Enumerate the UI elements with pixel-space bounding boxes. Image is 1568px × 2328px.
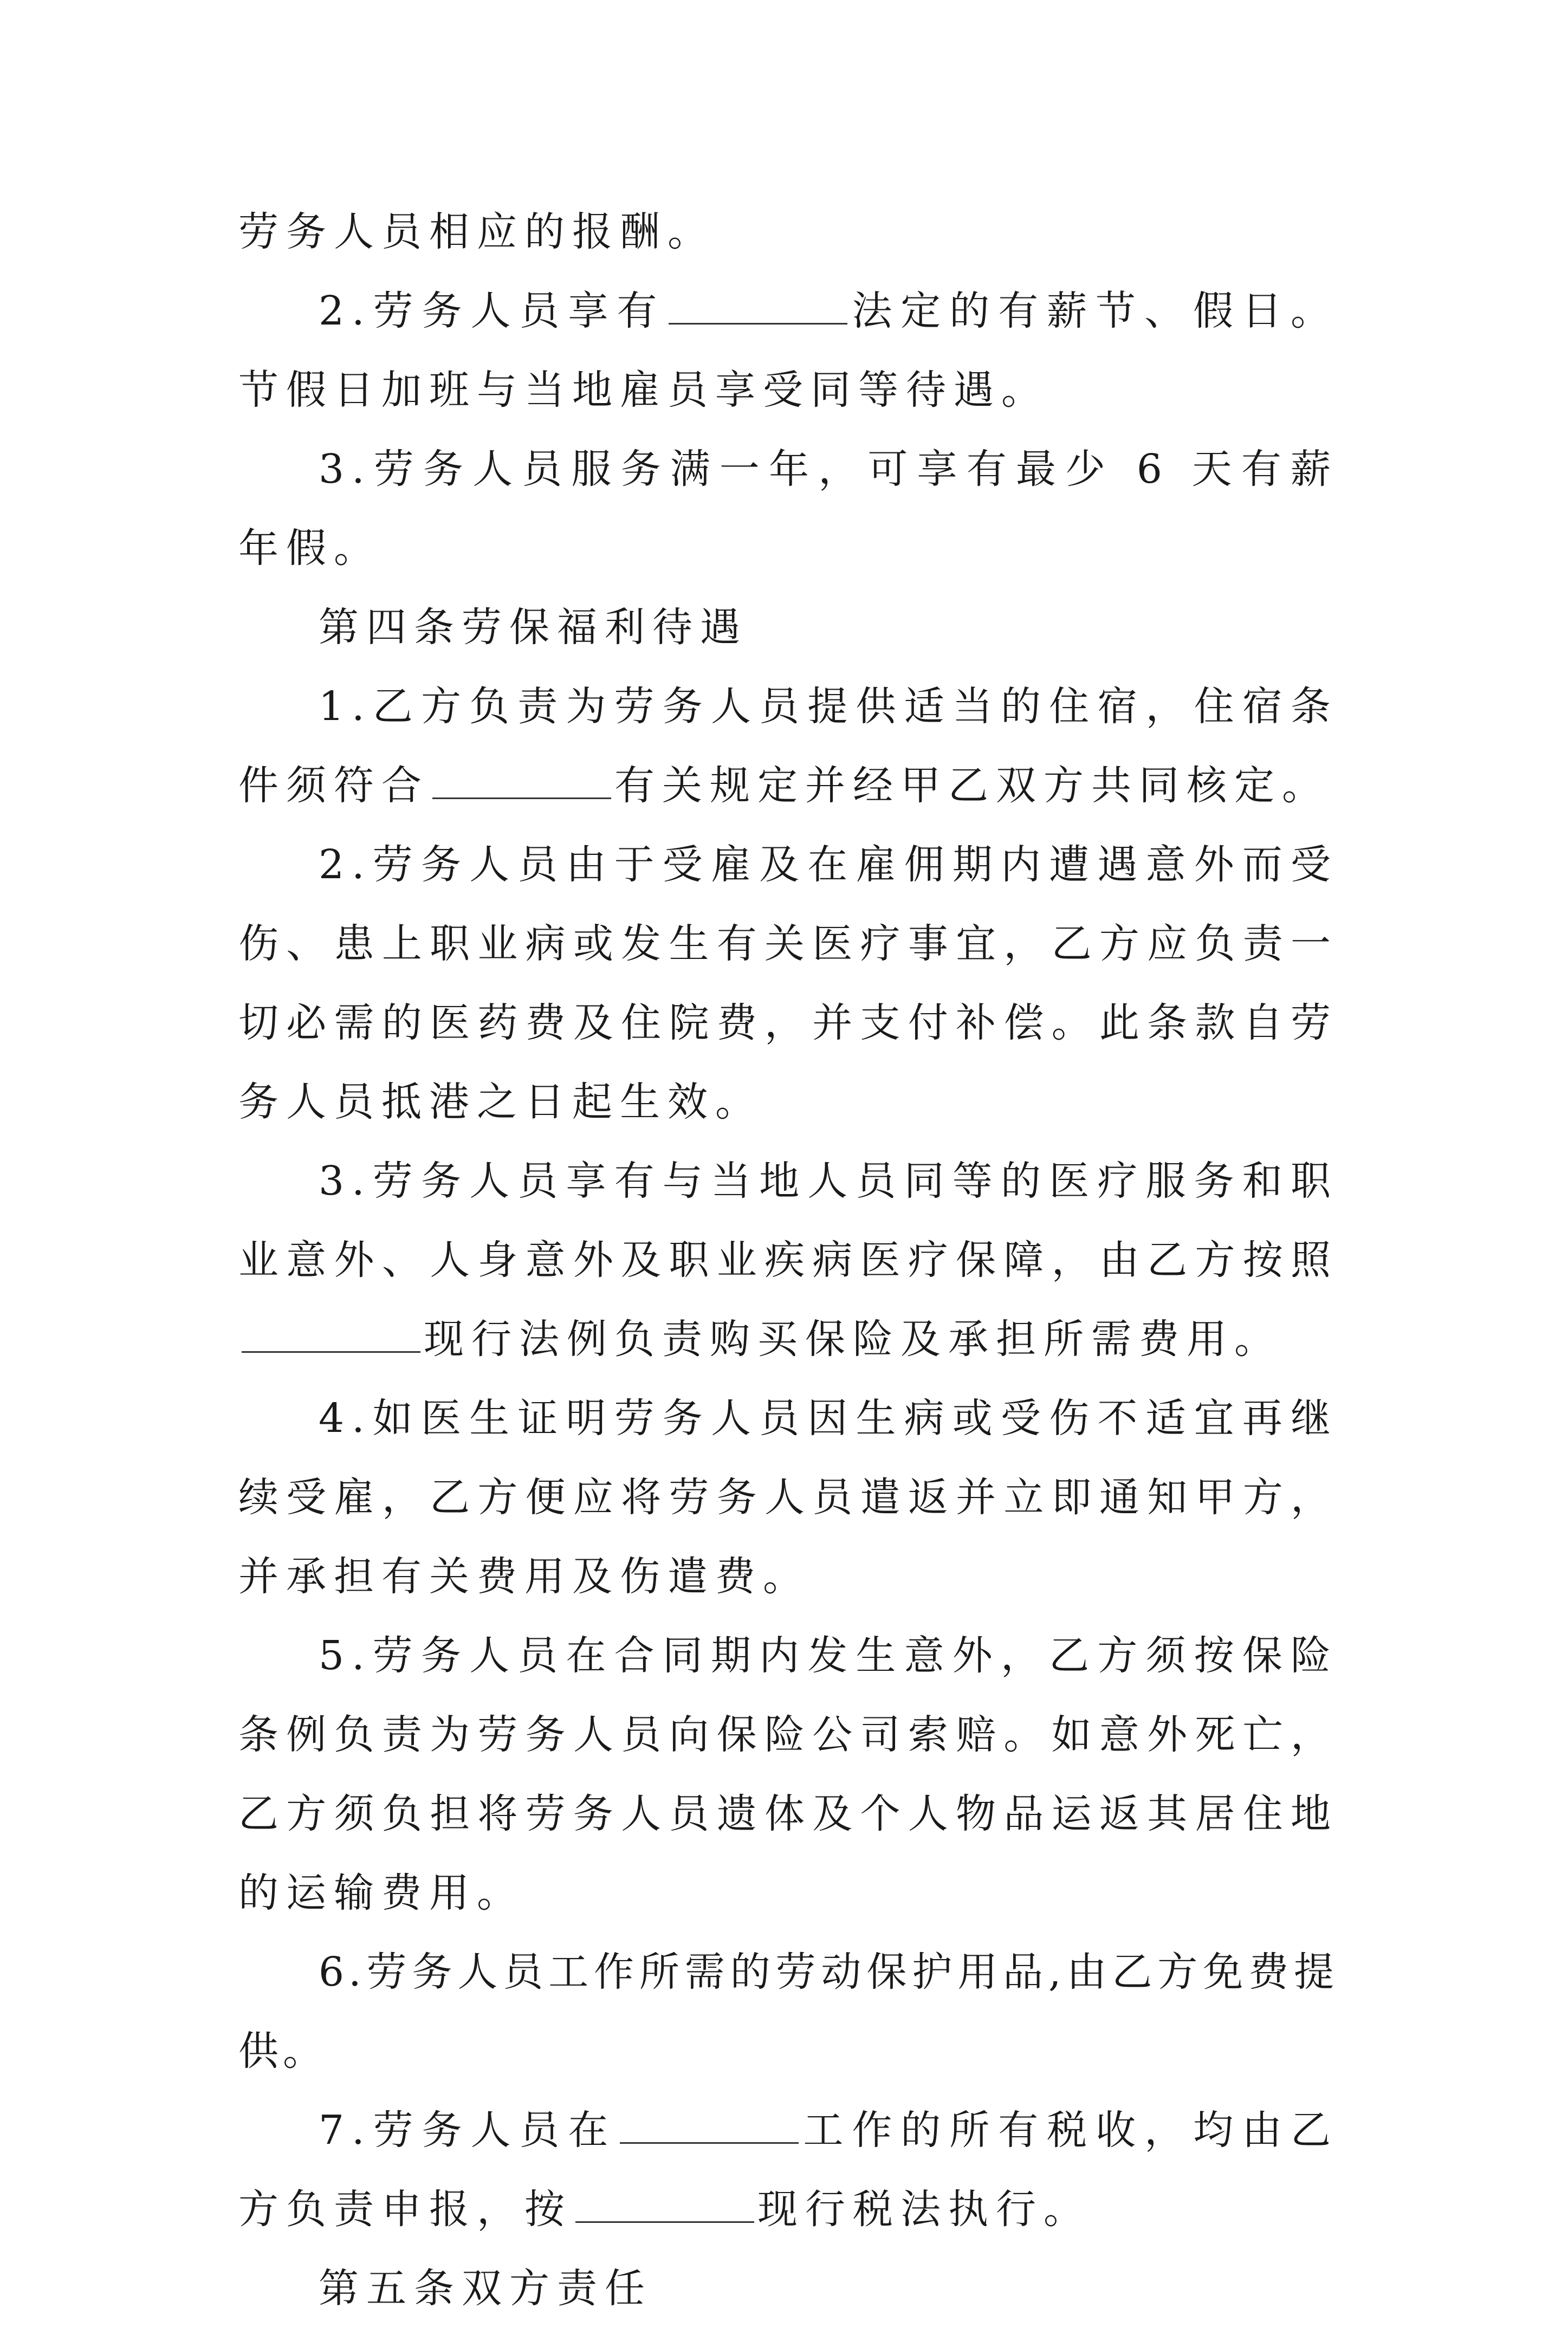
section-heading-article-4 [238,588,1338,667]
paragraph-text: 6.劳务人员工作所需的劳动保护用品,由乙方免费提供。 [238,1949,1338,2074]
document-body [238,192,1338,2328]
fill-in-blank[interactable] [242,1317,420,1353]
paragraph-remuneration-end [238,192,1338,271]
heading-text: 第四条劳保福利待遇 [319,604,748,651]
paragraph-text: 4.如医生证明劳务人员因生病或受伤不适宜再继续受雇，乙方便应将劳务人员遣返并立即通知甲方，并承担有关费用及伤遣费。 [238,1395,1338,1600]
paragraph-text: 5.劳务人员在合同期内发生意外，乙方须按保险条例负责为劳务人员向保险公司索赔。如意外死亡，乙方须负担将劳务人员遗体及个人物品运返其居住地的运输费用。 [238,1632,1338,1916]
paragraph-text: 7.劳务人员在 [319,2107,617,2154]
paragraph-accommodation [238,667,1338,825]
paragraph-text: 现行税法执行。 [757,2186,1091,2233]
paragraph-text: 3.劳务人员享有与当地人员同等的医疗服务和职业意外、人身意外及职业疾病医疗保障，由乙方按照 [238,1158,1338,1283]
fill-in-blank[interactable] [620,2107,799,2144]
paragraph-injury-medical [238,825,1338,1142]
paragraph-taxation [238,2091,1338,2249]
paragraph-text: 3.劳务人员服务满一年，可享有最少 6 天有薪年假。 [238,446,1338,572]
paragraph-insurance [238,1142,1338,1379]
section-heading-article-5 [238,2249,1338,2328]
paragraph-accident-claim [238,1616,1338,1933]
paragraph-text: 2.劳务人员由于受雇及在雇佣期内遭遇意外而受伤、患上职业病或发生有关医疗事宜，乙方应负责一切必需的医药费及住院费，并支付补偿。此条款自劳务人员抵港之日起生效。 [238,841,1338,1125]
paragraph-annual-leave [238,430,1338,588]
heading-text: 第五条双方责任 [319,2265,652,2312]
paragraph-text: 现行法例负责购买保险及承担所需费用。 [424,1316,1282,1363]
paragraph-protective-equipment [238,1933,1338,2091]
fill-in-blank[interactable] [432,763,611,799]
paragraph-text: 1.乙方负责为劳务人员提供适当的住宿，住宿条件须符合 [238,683,1338,809]
paragraph-text: 2.劳务人员享有 [319,288,666,334]
paragraph-text: 工作的所有税收，均由乙方负责申报，按 [238,2107,1338,2233]
paragraph-text: 有关规定并经甲乙双方共同核定。 [614,762,1330,809]
fill-in-blank[interactable] [669,288,847,325]
paragraph-repatriation [238,1379,1338,1616]
paragraph-holidays [238,271,1338,430]
paragraph-text: 劳务人员相应的报酬。 [238,209,715,255]
paragraph-text: 法定的有薪节、假日。节假日加班与当地雇员享受同等待遇。 [238,288,1338,413]
